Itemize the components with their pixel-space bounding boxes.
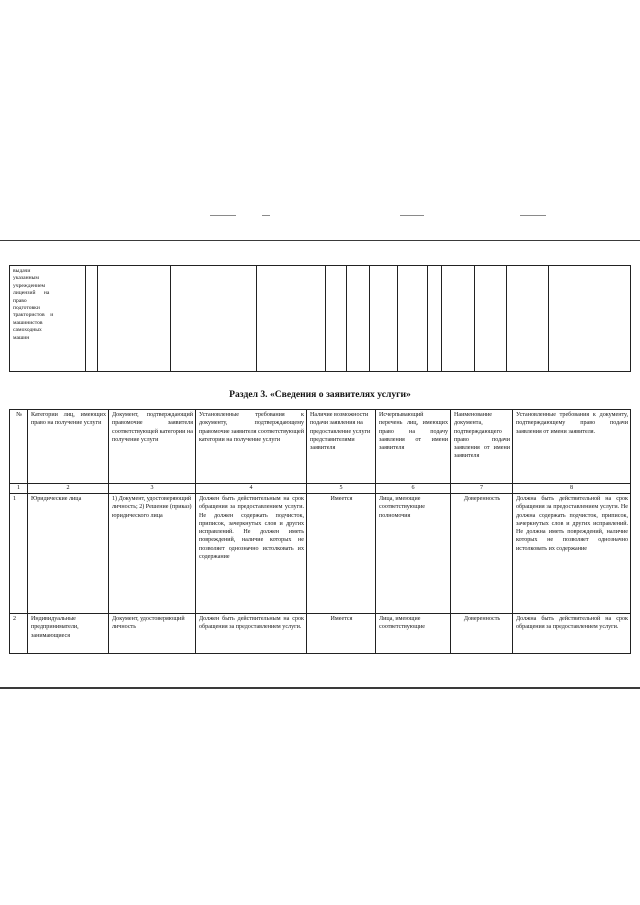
column-number: 2 (28, 484, 109, 494)
persons-cell: Лица, имеющие соответствующие (376, 614, 451, 654)
continuation-cell-text (10, 266, 86, 372)
header-cell: № (10, 410, 28, 484)
rep-document-cell: Доверенность (451, 494, 513, 614)
rep-requirements-cell: Должна быть действительной на срок обращения за предоставлением услуги. Не должна содержать подчисток, приписок, зачеркнутых слов и других исправлений. Не должна иметь повреждений, наличие которых не позволяет однозначно истолковать их содержание (513, 494, 631, 614)
text-line: выдачи (13, 268, 31, 274)
section-title: Раздел 3. «Сведения о заявителях услуги» (229, 389, 411, 400)
category-cell: Индивидуальные предприниматели, занимающиеся (28, 614, 109, 654)
text-line: право (13, 297, 27, 304)
rep-requirements-cell: Должна быть действительной на срок обращения за предоставлением услуги. (513, 614, 631, 654)
column-number: 4 (196, 484, 307, 494)
column-number: 8 (513, 484, 631, 494)
empty-cell (507, 266, 549, 372)
header-cell: Наименование документа, подтверждающего право подачи заявления от имени заявителя (451, 410, 513, 484)
page-edge-line (0, 240, 640, 241)
table-row (10, 614, 631, 654)
page-edge-line (0, 687, 640, 689)
applicants-table (9, 409, 631, 654)
empty-cell (475, 266, 507, 372)
empty-cell (86, 266, 98, 372)
column-number: 6 (376, 484, 451, 494)
scan-artifact (520, 215, 546, 216)
header-row (10, 410, 631, 484)
category-cell: Юридические лица (28, 494, 109, 614)
requirements-cell: Должен быть действительным на срок обращения за предоставлением услуги. (196, 614, 307, 654)
table-row (10, 494, 631, 614)
text-line: трактористов и (13, 312, 54, 319)
column-number: 1 (10, 484, 28, 494)
empty-cell (370, 266, 398, 372)
row-number: 1 (10, 494, 28, 614)
document-cell: Документ, удостоверяющий личность (109, 614, 196, 654)
column-number: 5 (307, 484, 376, 494)
header-cell: Наличие возможности подачи заявления на предоставление услуги представителями заявителя (307, 410, 376, 484)
document-cell: 1) Документ, удостоверяющий личность; 2) Решение (приказ) юридического лица (109, 494, 196, 614)
header-cell: Установленные требования к документу, подтверждающему правомочие заявителя соответствующей категории на получение услуги (196, 410, 307, 484)
scan-artifact (210, 215, 236, 216)
text-line: машинистов (13, 319, 43, 326)
empty-cell (257, 266, 326, 372)
header-cell: Установленные требования к документу, подтверждающему право подачи заявления от имени заявителя. (513, 410, 631, 484)
empty-cell (549, 266, 631, 372)
row-number: 2 (10, 614, 28, 654)
representatives-cell: Имеется (307, 614, 376, 654)
empty-cell (171, 266, 257, 372)
persons-cell: Лица, имеющие соответствующие полномочия (376, 494, 451, 614)
column-number: 3 (109, 484, 196, 494)
scan-artifact (400, 215, 424, 216)
column-number-row (10, 484, 631, 494)
text-line: подготовки (13, 305, 40, 312)
empty-cell (398, 266, 428, 372)
header-cell: Категории лиц, имеющих право на получение услуги (28, 410, 109, 484)
empty-cell (442, 266, 475, 372)
empty-cell (347, 266, 370, 372)
empty-cell (326, 266, 347, 372)
requirements-cell: Должен быть действительным на срок обращения за предоставлением услуги. Не должен содержать подчисток, приписок, зачеркнутых слов и других исправлений. Не должен иметь повреждений, наличие которых не позволяет однозначно истолковать их содержание (196, 494, 307, 614)
header-cell: Исчерпывающий перечень лиц, имеющих право на подачу заявления от имени заявителя (376, 410, 451, 484)
text-line: учреждением (13, 282, 46, 289)
empty-cell (98, 266, 171, 372)
text-line: машин (13, 334, 30, 341)
empty-cell (428, 266, 442, 372)
column-number: 7 (451, 484, 513, 494)
continuation-table (9, 265, 631, 372)
text-line: указанным (13, 275, 39, 282)
scan-artifact (262, 215, 270, 216)
rep-document-cell: Доверенность (451, 614, 513, 654)
text-line: лицензий на (13, 290, 50, 297)
text-line: самоходных (13, 327, 42, 334)
header-cell: Документ, подтверждающий правомочие заявителя соответствующей категории на получение услуги (109, 410, 196, 484)
representatives-cell: Имеется (307, 494, 376, 614)
